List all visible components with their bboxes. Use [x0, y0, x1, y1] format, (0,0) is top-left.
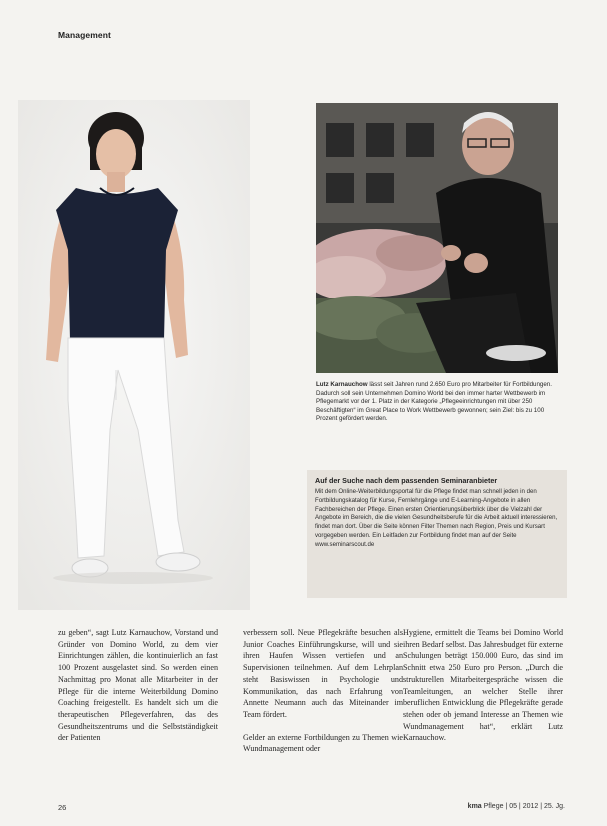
column-paragraph: Gelder an externe Fortbildungen zu Themen wie Wundmanagement oder — [243, 732, 403, 754]
text-column-1 — [58, 627, 218, 744]
caption-text: lässt seit Jahren rund 2.650 Euro pro Mitarbeiter für Fortbildungen. Dadurch soll sein Unternehmen Domino World bei den immer harter Wettbewerb im Pflegemarkt vor der 1. Platz in der Kategorie „Pflegeeinrichtungen mit über 250 Beschäftigten“ im Great Place to Work Wettbewerb gewonnen; sein Ziel: bis zu 100 Prozent gefördert werden. — [316, 381, 552, 423]
photo-man — [316, 103, 558, 373]
info-box-title: Auf der Suche nach dem passenden Seminaranbieter — [315, 476, 498, 485]
column-paragraph: Hygiene, ermittelt die Teams bei Domino World ihren Bedarf selbst. Das Jahresbudget für externe Schulungen beträgt 150.000 Euro, das sind im Schnitt etwa 250 Euro pro Person. „Durch die strukturellen Mitarbeitergespräche wissen die Teamleitungen, an welcher Stelle ihrer beruflichen Entwicklung die Pflegekräfte gerade stehen oder ob jemand Interesse an Themen wie Wundmanagement hat“, erklärt Lutz Karnauchow. — [403, 628, 563, 743]
page-number: 26 — [58, 803, 67, 812]
info-box-body: Mit dem Online-Weiterbildungsportal für die Pflege findet man schnell jeden in den Fortbildungskatalog für Kurse, Fernlehrgänge und E-Learning-Angebote in allen Fachbereichen der Pflege. Einen ersten Orientierungsüberblick über die Vielzahl der Angebote im Bereich, die die vielen Gesundheitsberufe für die Arbeit aktuell interessieren, findet man dort. Über die Seite können Filter Themen nach Region, Preis und Kursart vorgegeben werden. Ein Leitfaden zur Fortbildung findet man auf der Seite www.seminarscout.de — [315, 488, 558, 548]
photo-caption — [316, 381, 566, 424]
seminar-info-box — [307, 470, 567, 598]
text-column-3 — [403, 627, 563, 744]
magazine-footer — [468, 803, 565, 810]
caption-name: Lutz Karnauchow — [316, 381, 368, 388]
column-paragraph: zu geben“, sagt Lutz Karnauchow, Vorstand und Gründer von Domino World, zu dem vier Einrichtungen zählen, die kontinuierlich an fast 100 Prozent ausgelastet sind. So werden einen Nachmittag pro Monat alle Mitarbeiter in der Pflege für die interne Weiterbildung Domino Coaching freigestellt. Es handelt sich um die therapeutischen Pflegeverfahren, das des Gesundheitszentrums und die Selbstständigkeit der Patienten — [58, 628, 218, 743]
magazine-issue: Pflege | 05 | 2012 | 25. Jg. — [483, 803, 565, 810]
photo-woman — [18, 100, 250, 610]
section-label: Management — [58, 30, 111, 40]
text-column-2 — [243, 627, 403, 755]
magazine-name: kma — [467, 803, 482, 810]
column-paragraph: verbessern soll. Neue Pflegekräfte besuchen als Junior Coaches Einführungskurse, will und sie ihren Haufen Wissen vertiefen und an Supervisionen teilnehmen. Auf dem Lehrplan steht Basiswissen in Psychologie und Kommunikation, das nach Erfahrung von Annette Neumann auch das Miteinander im Team fördert. — [243, 628, 403, 719]
